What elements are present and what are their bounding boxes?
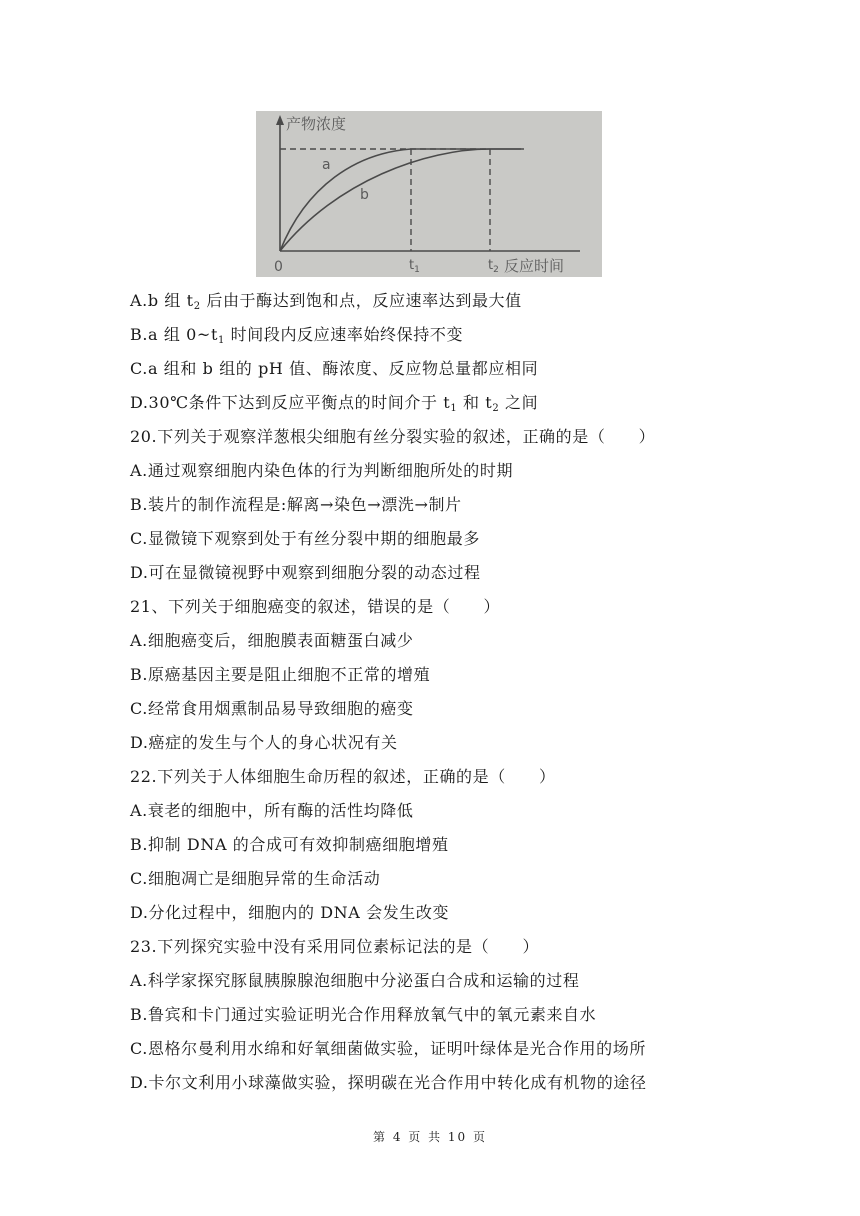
text-line (130, 696, 730, 730)
page-footer: 第 4 页 共 10 页 (373, 1130, 487, 1144)
t1-label: $t_1$ (409, 258, 420, 275)
text-line (130, 798, 730, 832)
text-span: A.b 组 t (130, 291, 194, 310)
text-line (130, 560, 730, 594)
curve-a-label: a (322, 157, 331, 173)
subscript: 1 (217, 335, 225, 346)
text-span: D.癌症的发生与个人的身心状况有关 (130, 733, 398, 752)
origin-label: 0 (274, 259, 283, 275)
curve-b (280, 149, 524, 251)
text-span: B.鲁宾和卡门通过实验证明光合作用释放氧气中的氧元素来自水 (130, 1005, 597, 1024)
text-span: A.衰老的细胞中，所有酶的活性均降低 (130, 801, 414, 820)
text-line (130, 390, 730, 424)
text-span: D.分化过程中，细胞内的 DNA 会发生改变 (130, 903, 450, 922)
text-span: A.科学家探究豚鼠胰腺腺泡细胞中分泌蛋白合成和运输的过程 (130, 971, 580, 990)
text-span: C.a 组和 b 组的 pH 值、酶浓度、反应物总量都应相同 (130, 359, 539, 378)
text-span: 时间段内反应速率始终保持不变 (224, 325, 464, 344)
text-span: B.a 组 0~t (130, 325, 218, 344)
text-line (130, 764, 730, 798)
text-span: 和 t (457, 393, 493, 412)
text-line (130, 1070, 730, 1104)
text-span: 之间 (499, 393, 539, 412)
text-line (130, 424, 730, 458)
text-line (130, 356, 730, 390)
text-span: B.装片的制作流程是:解离→染色→漂洗→制片 (130, 495, 462, 514)
text-line (130, 730, 730, 764)
t2-label: $t_2$ (488, 258, 499, 275)
text-span: C.显微镜下观察到处于有丝分裂中期的细胞最多 (130, 529, 480, 548)
y-axis-arrow (276, 115, 284, 125)
y-axis-label: 产物浓度 (286, 115, 347, 133)
text-line (130, 288, 730, 322)
text-line (130, 322, 730, 356)
text-line (130, 662, 730, 696)
text-line (130, 866, 730, 900)
subscript: 2 (193, 301, 201, 312)
text-span: 21、下列关于细胞癌变的叙述，错误的是（ ） (130, 597, 501, 616)
text-line (130, 968, 730, 1002)
text-line (130, 458, 730, 492)
x-axis-label: 反应时间 (504, 257, 565, 275)
text-line (130, 1002, 730, 1036)
reaction-time-figure (256, 111, 602, 277)
text-span: 20.下列关于观察洋葱根尖细胞有丝分裂实验的叙述，正确的是（ ） (130, 427, 656, 446)
text-span: 22.下列关于人体细胞生命历程的叙述，正确的是（ ） (130, 767, 556, 786)
question-text (130, 288, 730, 1104)
text-span: C.恩格尔曼利用水绵和好氧细菌做实验，证明叶绿体是光合作用的场所 (130, 1039, 646, 1058)
text-span: 后由于酶达到饱和点，反应速率达到最大值 (200, 291, 522, 310)
text-span: B.抑制 DNA 的合成可有效抑制癌细胞增殖 (130, 835, 449, 854)
text-line (130, 594, 730, 628)
text-line (130, 934, 730, 968)
curve-a (280, 149, 521, 251)
text-line (130, 832, 730, 866)
text-span: 23.下列探究实验中没有采用同位素标记法的是（ ） (130, 937, 540, 956)
text-span: A.细胞癌变后，细胞膜表面糖蛋白减少 (130, 631, 414, 650)
text-span: C.细胞凋亡是细胞异常的生命活动 (130, 869, 381, 888)
text-line (130, 1036, 730, 1070)
text-line (130, 526, 730, 560)
text-span: C.经常食用烟熏制品易导致细胞的癌变 (130, 699, 414, 718)
subscript: 1 (450, 403, 458, 414)
figure-graph (256, 111, 602, 277)
curve-b-label: b (360, 187, 369, 203)
text-span: B.原癌基因主要是阻止细胞不正常的增殖 (130, 665, 431, 684)
text-line (130, 628, 730, 662)
text-span: D.可在显微镜视野中观察到细胞分裂的动态过程 (130, 563, 481, 582)
text-span: D.卡尔文利用小球藻做实验，探明碳在光合作用中转化成有机物的途径 (130, 1073, 647, 1092)
text-line (130, 900, 730, 934)
subscript: 2 (492, 403, 500, 414)
text-span: D.30℃条件下达到反应平衡点的时间介于 t (130, 393, 451, 412)
text-span: A.通过观察细胞内染色体的行为判断细胞所处的时期 (130, 461, 514, 480)
text-line (130, 492, 730, 526)
